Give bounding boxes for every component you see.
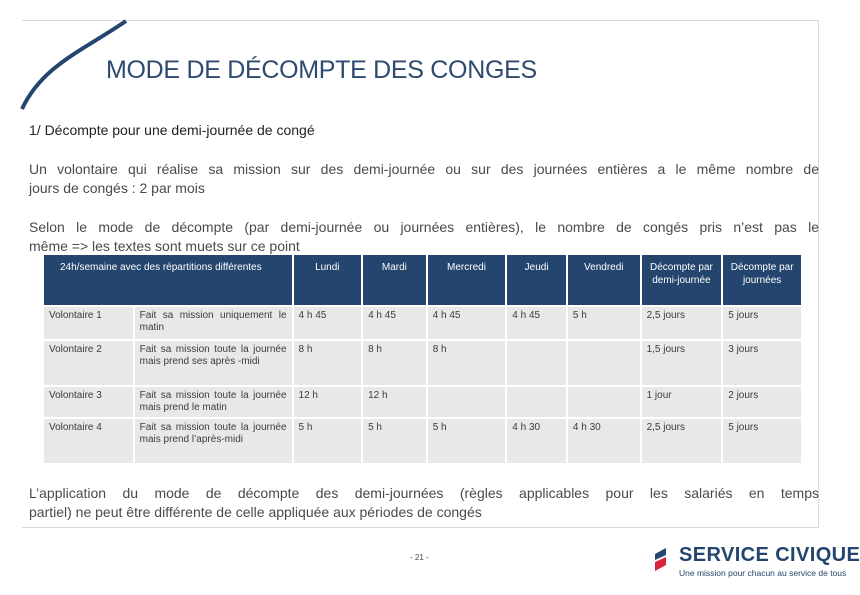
cell: 12 h xyxy=(363,387,426,417)
row-description: Fait sa mission uniquement le matin xyxy=(135,307,292,339)
cell: 4 h 30 xyxy=(568,419,640,463)
cell xyxy=(568,387,640,417)
logo-tagline: Une mission pour chacun au service de tous xyxy=(679,568,847,578)
cell: 8 h xyxy=(363,341,426,385)
logo-name: SERVICE CIVIQUE xyxy=(679,544,860,566)
paragraph-2 xyxy=(29,218,819,256)
paragraph-2-line-1: Selon le mode de décompte (par demi-journée ou journées entières), le nombre de congés pris n’est pas le xyxy=(29,219,819,235)
header-cell-jeudi: Jeudi xyxy=(507,255,566,305)
cell: 12 h xyxy=(294,387,362,417)
cell: 5 jours xyxy=(723,307,801,339)
paragraph-3 xyxy=(29,484,819,522)
cell: 4 h 30 xyxy=(507,419,566,463)
table-row xyxy=(44,341,801,385)
service-civique-logo-icon xyxy=(648,545,674,577)
paragraph-1-line-2: jours de congés : 2 par mois xyxy=(29,180,205,196)
paragraph-3-line-2: partiel) ne peut être différente de celle appliquée aux périodes de congés xyxy=(29,504,482,520)
cell: 5 h xyxy=(568,307,640,339)
cell: 2 jours xyxy=(723,387,801,417)
cell xyxy=(507,387,566,417)
page-number: - 21 - xyxy=(410,553,429,562)
page-title: MODE DE DÉCOMPTE DES CONGES xyxy=(106,56,537,84)
table-header-row xyxy=(44,255,801,305)
cell: 5 h xyxy=(363,419,426,463)
row-name: Volontaire 4 xyxy=(44,419,133,463)
header-cell-lundi: Lundi xyxy=(294,255,362,305)
header-cell-decompte-journees: Décompte par journées xyxy=(723,255,801,305)
row-description: Fait sa mission toute la journée mais prend l’après-midi xyxy=(135,419,292,463)
paragraph-3-line-1: L’application du mode de décompte des demi-journées (règles applicables pour les salariés en temps xyxy=(29,485,819,501)
paragraph-1 xyxy=(29,160,819,198)
cell: 4 h 45 xyxy=(363,307,426,339)
cell xyxy=(428,387,506,417)
cell: 8 h xyxy=(294,341,362,385)
paragraph-2-line-2: même => les textes sont muets sur ce point xyxy=(29,238,300,254)
cell: 2,5 jours xyxy=(642,419,722,463)
paragraph-1-line-1: Un volontaire qui réalise sa mission sur des demi-journée ou sur des journées entières a le même nombre de xyxy=(29,161,819,177)
cell xyxy=(507,341,566,385)
header-cell-week: 24h/semaine avec des répartitions différentes xyxy=(44,255,292,305)
section-subtitle: 1/ Décompte pour une demi-journée de congé xyxy=(29,122,315,138)
row-name: Volontaire 2 xyxy=(44,341,133,385)
header-cell-mardi: Mardi xyxy=(363,255,426,305)
cell: 5 h xyxy=(428,419,506,463)
header-cell-mercredi: Mercredi xyxy=(428,255,506,305)
cell: 1,5 jours xyxy=(642,341,722,385)
header-cell-vendredi: Vendredi xyxy=(568,255,640,305)
cell: 2,5 jours xyxy=(642,307,722,339)
cell: 5 jours xyxy=(723,419,801,463)
header-cell-decompte-demi: Décompte par demi-journée xyxy=(642,255,722,305)
row-name: Volontaire 1 xyxy=(44,307,133,339)
table-row xyxy=(44,307,801,339)
cell: 5 h xyxy=(294,419,362,463)
cell: 3 jours xyxy=(723,341,801,385)
row-description: Fait sa mission toute la journée mais prend ses après -midi xyxy=(135,341,292,385)
row-description: Fait sa mission toute la journée mais prend le matin xyxy=(135,387,292,417)
table-row xyxy=(44,419,801,463)
cell xyxy=(568,341,640,385)
cell: 4 h 45 xyxy=(507,307,566,339)
schedule-table xyxy=(42,253,803,465)
row-name: Volontaire 3 xyxy=(44,387,133,417)
cell: 8 h xyxy=(428,341,506,385)
table-row xyxy=(44,387,801,417)
cell: 4 h 45 xyxy=(294,307,362,339)
cell: 4 h 45 xyxy=(428,307,506,339)
cell: 1 jour xyxy=(642,387,722,417)
